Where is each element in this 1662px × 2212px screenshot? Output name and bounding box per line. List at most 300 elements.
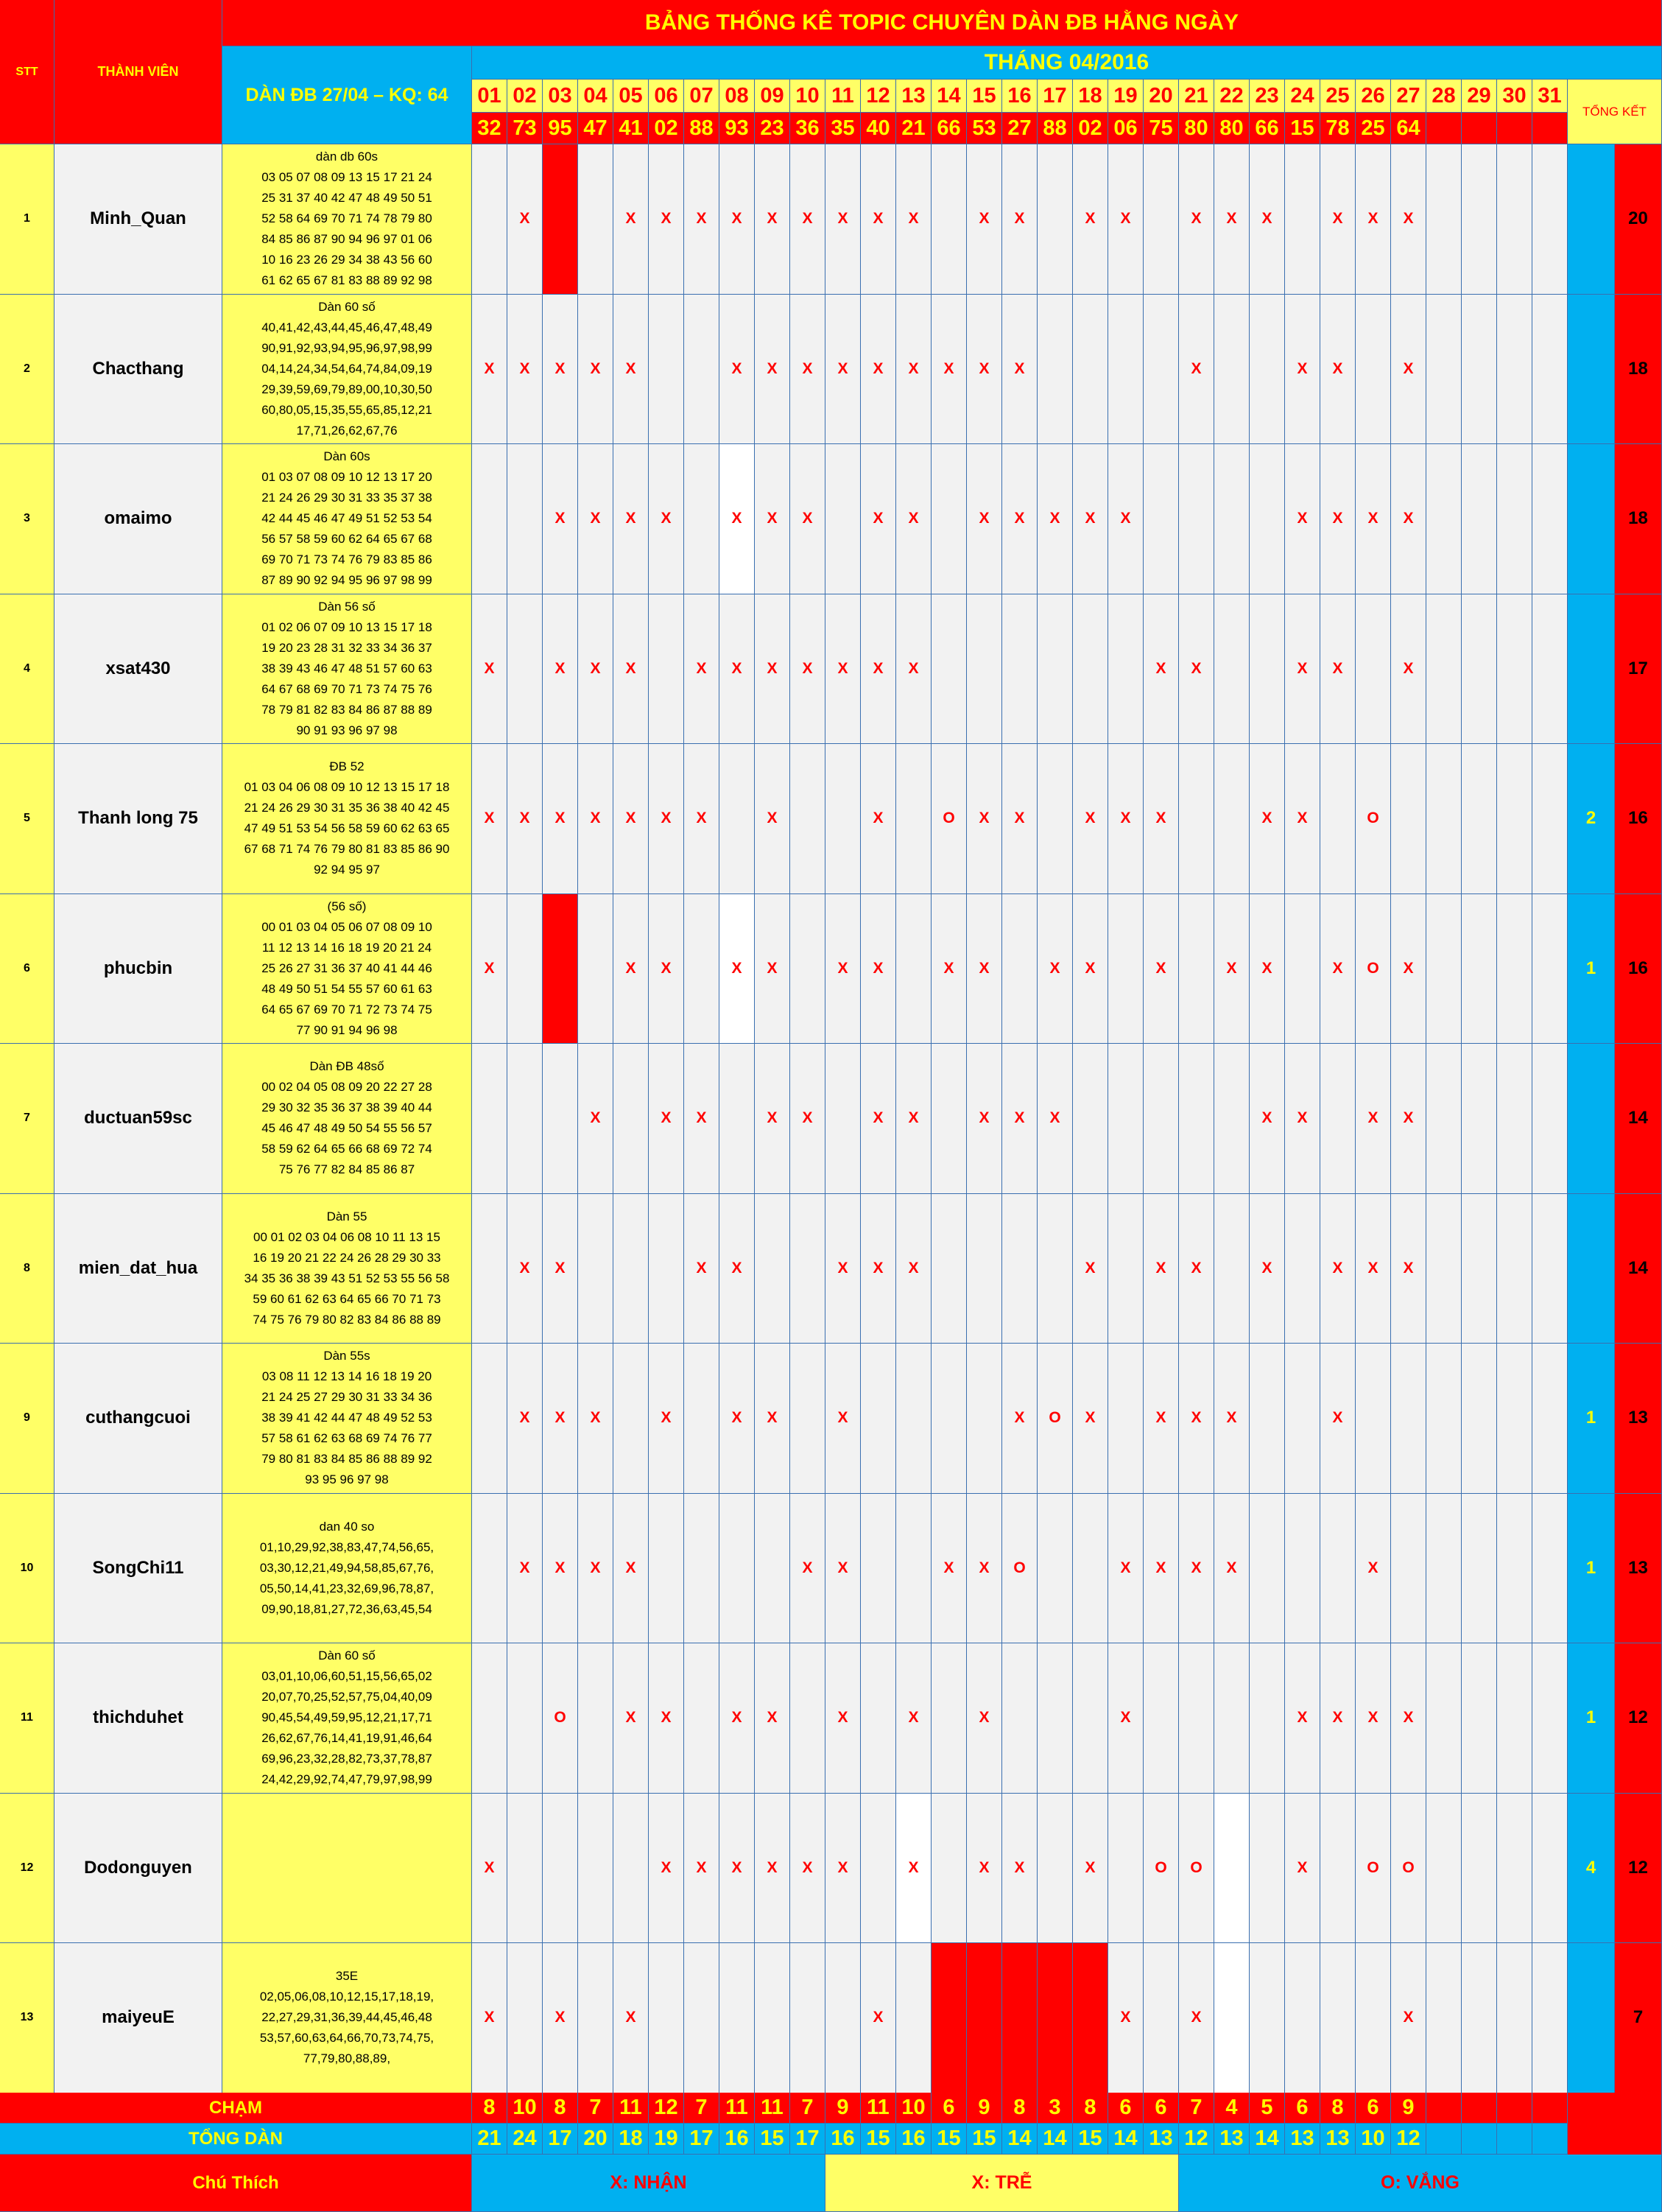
day-mark: X [472,1943,507,2093]
day-mark [967,594,1002,745]
tongdan-value: 16 [896,2124,932,2155]
day-mark: X [932,295,967,445]
day-number: 14 [932,80,967,113]
day-number: 27 [1391,80,1426,113]
day-mark [1285,1943,1320,2093]
day-mark: X [1179,1344,1214,1494]
day-mark: X [1073,1344,1108,1494]
day-number: 05 [613,80,649,113]
dan-line: Dàn 55 [326,1209,367,1223]
day-mark [1462,144,1497,295]
result-number: 88 [1038,113,1073,144]
day-mark [719,1494,755,1644]
day-mark: X [1285,1794,1320,1944]
result-number [1532,113,1568,144]
result-number: 02 [1073,113,1108,144]
day-mark: X [684,144,719,295]
day-mark [543,1044,578,1194]
tongdan-value: 15 [932,2124,967,2155]
day-mark [1250,1344,1285,1494]
dan-line: 90,91,92,93,94,95,96,97,98,99 [261,340,432,355]
dan-line: 34 35 36 38 39 43 51 52 53 55 56 58 [244,1271,450,1285]
day-mark [1038,295,1073,445]
day-mark [1108,894,1144,1044]
day-mark [1002,1194,1038,1344]
day-mark [684,295,719,445]
member-name: omaimo [54,444,222,594]
cham-value: 11 [719,2093,755,2124]
result-number: 78 [1320,113,1356,144]
row-stt: 3 [0,444,54,594]
day-mark: X [1250,144,1285,295]
cham-value: 11 [861,2093,896,2124]
tongdan-value [1462,2124,1497,2155]
day-mark [1462,594,1497,745]
day-mark: X [1002,295,1038,445]
day-mark: X [1356,1643,1391,1794]
day-number: 24 [1285,80,1320,113]
day-mark: X [1285,744,1320,894]
day-mark [1462,444,1497,594]
result-number: 32 [472,113,507,144]
day-mark: X [1356,1044,1391,1194]
day-mark: X [1002,1794,1038,1944]
day-mark [1073,594,1108,745]
day-mark: X [719,894,755,1044]
day-mark [1497,744,1532,894]
day-mark [472,1194,507,1344]
day-mark: X [543,744,578,894]
day-mark [1532,295,1568,445]
row-stt: 12 [0,1794,54,1944]
day-mark: X [1179,1194,1214,1344]
day-mark [1285,1194,1320,1344]
day-mark: O [543,1643,578,1794]
day-mark [1250,1643,1285,1794]
day-number: 15 [967,80,1002,113]
dan-line: dàn db 60s [315,150,378,164]
day-mark: X [543,594,578,745]
dan-line: 25 31 37 40 42 47 48 49 50 51 [261,191,432,206]
day-mark [1002,594,1038,745]
day-mark [1532,894,1568,1044]
day-mark: X [543,295,578,445]
day-mark: X [755,144,790,295]
tongdan-value: 14 [1038,2124,1073,2155]
day-mark: X [543,1943,578,2093]
day-mark [1108,594,1144,745]
row-total: 18 [1615,295,1662,445]
cham-value: 6 [1356,2093,1391,2124]
day-mark [1002,1943,1038,2093]
row-stt: 13 [0,1943,54,2093]
dan-line: 01 03 04 06 08 09 10 12 13 15 17 18 [244,780,450,795]
miss-count [1568,295,1615,445]
day-mark: X [543,1344,578,1494]
tongdan-label: TỔNG DÀN [0,2124,472,2155]
day-mark [472,1643,507,1794]
result-number [1426,113,1462,144]
day-mark [1426,1494,1462,1644]
day-mark [613,1044,649,1194]
result-number: 25 [1356,113,1391,144]
day-mark [1497,1044,1532,1194]
day-mark: X [1250,1194,1285,1344]
day-mark [1356,1344,1391,1494]
dan-line: 24,42,29,92,74,47,79,97,98,99 [261,1772,432,1787]
day-mark: X [1073,444,1108,594]
day-mark: X [1144,1194,1179,1344]
day-mark [932,1794,967,1944]
dan-line: 17,71,26,62,67,76 [296,423,398,438]
day-mark [861,1643,896,1794]
day-mark [1391,744,1426,894]
row-stt: 6 [0,894,54,1044]
day-number: 30 [1497,80,1532,113]
day-mark [1214,444,1250,594]
day-mark: X [507,744,543,894]
day-mark: X [1391,295,1426,445]
day-mark [684,1643,719,1794]
day-mark [1073,1494,1108,1644]
dan-line: 69,96,23,32,28,82,73,37,78,87 [261,1752,432,1766]
day-mark: X [719,295,755,445]
day-number: 08 [719,80,755,113]
day-mark [1038,1943,1073,2093]
tongdan-value: 21 [472,2124,507,2155]
day-mark: X [649,144,684,295]
dan-header: DÀN ĐB 27/04 – KQ: 64 [222,46,472,144]
day-mark: X [755,1044,790,1194]
day-mark [896,1943,932,2093]
day-mark: X [719,1344,755,1494]
day-mark [825,444,861,594]
dan-line: 38 39 41 42 44 47 48 49 52 53 [261,1411,432,1425]
dan-line: 10 16 23 26 29 34 38 43 56 60 [261,253,432,267]
day-mark: X [861,295,896,445]
row-stt: 10 [0,1494,54,1644]
day-mark: X [1179,295,1214,445]
tongdan-value: 16 [719,2124,755,2155]
member-name: Dodonguyen [54,1794,222,1944]
day-mark: X [861,744,896,894]
day-mark [790,1943,825,2093]
day-mark: X [1038,894,1073,1044]
day-mark: X [578,444,613,594]
dan-line: 21 24 25 27 29 30 31 33 34 36 [261,1390,432,1405]
day-mark [1426,744,1462,894]
day-mark: X [1179,1494,1214,1644]
dan-line: 00 02 04 05 08 09 20 22 27 28 [261,1080,432,1095]
day-mark: X [1391,1943,1426,2093]
day-mark [1532,444,1568,594]
day-mark: X [1214,894,1250,1044]
dan-line: 84 85 86 87 90 94 96 97 01 06 [261,232,432,247]
day-mark [1038,144,1073,295]
member-name: xsat430 [54,594,222,745]
result-number [1462,113,1497,144]
day-mark: X [472,594,507,745]
cham-value: 9 [825,2093,861,2124]
cham-value [1497,2093,1532,2124]
day-mark [967,1194,1002,1344]
day-mark: X [896,1643,932,1794]
day-mark: X [932,1494,967,1644]
day-mark [1532,1494,1568,1644]
miss-count [1568,444,1615,594]
day-mark [1426,144,1462,295]
result-number: 95 [543,113,578,144]
day-number: 07 [684,80,719,113]
row-total: 12 [1615,1794,1662,1944]
cham-value: 4 [1214,2093,1250,2124]
day-mark [932,1344,967,1494]
dan-numbers [222,1494,472,1644]
day-mark [472,1344,507,1494]
day-mark [1250,1494,1285,1644]
day-mark [1002,1643,1038,1794]
member-name: cuthangcuoi [54,1344,222,1494]
day-mark: X [790,1794,825,1944]
day-mark: X [825,594,861,745]
result-number: 93 [719,113,755,144]
day-mark [1497,1344,1532,1494]
day-mark [1462,1044,1497,1194]
dan-line: Dàn 60s [323,449,370,464]
dan-line: 59 60 61 62 63 64 65 66 70 71 73 [253,1291,441,1306]
row-total: 13 [1615,1344,1662,1494]
day-mark: X [1214,144,1250,295]
day-mark [790,1344,825,1494]
day-mark: X [1320,1344,1356,1494]
dan-numbers [222,744,472,894]
day-mark [1532,144,1568,295]
day-number: 10 [790,80,825,113]
result-number: 02 [649,113,684,144]
day-mark: X [649,744,684,894]
day-mark [932,1943,967,2093]
day-mark [1073,295,1108,445]
day-mark [649,594,684,745]
day-number: 18 [1073,80,1108,113]
day-number: 16 [1002,80,1038,113]
day-mark [578,1943,613,2093]
day-mark: X [613,594,649,745]
tongdan-value: 19 [649,2124,684,2155]
day-mark [1320,1943,1356,2093]
day-mark [578,894,613,1044]
result-number: 80 [1179,113,1214,144]
member-name: mien_dat_hua [54,1194,222,1344]
day-mark: X [1320,1194,1356,1344]
day-number: 02 [507,80,543,113]
row-stt: 4 [0,594,54,745]
day-mark: X [684,1194,719,1344]
day-mark [1214,1794,1250,1944]
miss-count [1568,1044,1615,1194]
day-mark [932,1044,967,1194]
day-mark [1426,1344,1462,1494]
tongdan-value [1497,2124,1532,2155]
day-mark: X [719,594,755,745]
cham-value: 7 [684,2093,719,2124]
day-mark: X [507,1194,543,1344]
day-mark [684,894,719,1044]
day-mark: X [1002,744,1038,894]
day-mark: X [1038,444,1073,594]
day-mark: X [790,1044,825,1194]
tongdan-value [1426,2124,1462,2155]
day-mark: X [719,1194,755,1344]
day-mark [1497,1194,1532,1344]
tongdan-value: 17 [543,2124,578,2155]
day-mark [1426,1044,1462,1194]
member-name: Minh_Quan [54,144,222,295]
day-mark [1320,1494,1356,1644]
row-total: 14 [1615,1194,1662,1344]
tongdan-value: 14 [1002,2124,1038,2155]
day-mark [649,1494,684,1644]
day-mark: X [790,444,825,594]
day-mark: X [1073,1194,1108,1344]
day-mark [1073,1943,1108,2093]
day-mark [1285,144,1320,295]
result-number: 66 [1250,113,1285,144]
cham-value: 12 [649,2093,684,2124]
day-mark: X [1356,144,1391,295]
miss-count [1568,1943,1615,2093]
tongdan-value: 15 [755,2124,790,2155]
tongdan-value: 13 [1320,2124,1356,2155]
day-mark [1497,594,1532,745]
day-mark [1038,1494,1073,1644]
day-mark: X [967,295,1002,445]
dan-line: 38 39 43 46 47 48 51 57 60 63 [261,661,432,675]
day-mark [896,894,932,1044]
day-mark [684,444,719,594]
dan-line: 69 70 71 73 74 76 79 83 85 86 [261,552,432,567]
miss-count [1568,144,1615,295]
day-mark: X [1391,594,1426,745]
row-total: 14 [1615,1044,1662,1194]
miss-count [1568,1194,1615,1344]
dan-line: 22,27,29,31,36,39,44,45,46,48 [261,2010,432,2025]
day-mark [1532,594,1568,745]
dan-line: 45 46 47 48 49 50 54 55 56 57 [261,1121,432,1136]
day-mark: X [684,1044,719,1194]
day-mark: X [861,1194,896,1344]
day-mark [543,1794,578,1944]
row-stt: 1 [0,144,54,295]
cham-value: 9 [1391,2093,1426,2124]
tongdan-value: 24 [507,2124,543,2155]
tongdan-value: 17 [684,2124,719,2155]
day-mark [613,1194,649,1344]
dan-line: 47 49 51 53 54 56 58 59 60 62 63 65 [244,821,450,836]
dan-line: 00 01 03 04 05 06 07 08 09 10 [261,919,432,934]
day-mark [1038,594,1073,745]
day-mark [755,1194,790,1344]
day-mark [1002,894,1038,1044]
cham-value: 7 [578,2093,613,2124]
total-header: TỔNG KẾT [1568,80,1662,144]
day-mark: X [790,1494,825,1644]
day-mark: O [1002,1494,1038,1644]
day-mark: X [1179,144,1214,295]
day-mark [1214,295,1250,445]
day-mark [932,1643,967,1794]
dan-line: 35E [335,1969,359,1984]
dan-line: 21 24 26 29 30 31 33 35 37 38 [261,491,432,505]
dan-line: 52 58 64 69 70 71 74 78 79 80 [261,211,432,226]
day-mark [1426,295,1462,445]
result-number: 27 [1002,113,1038,144]
day-mark: X [896,1194,932,1344]
day-mark [1144,1044,1179,1194]
day-mark: X [613,1494,649,1644]
day-mark: X [613,894,649,1044]
dan-line: 09,90,18,81,27,72,36,63,45,54 [261,1601,432,1616]
day-mark: X [755,1794,790,1944]
result-number: 23 [755,113,790,144]
day-mark: X [507,295,543,445]
day-mark [1356,1943,1391,2093]
day-mark [1391,1494,1426,1644]
result-number: 47 [578,113,613,144]
day-number: 25 [1320,80,1356,113]
day-number: 17 [1038,80,1073,113]
row-stt: 11 [0,1643,54,1794]
day-mark [649,295,684,445]
cham-value: 9 [967,2093,1002,2124]
day-mark: X [649,1044,684,1194]
day-mark [1179,1044,1214,1194]
member-name: phucbin [54,894,222,1044]
dan-line: 74 75 76 79 80 82 83 84 86 88 89 [253,1312,441,1327]
day-mark [1462,295,1497,445]
day-mark: X [1073,1794,1108,1944]
day-mark: X [967,1794,1002,1944]
day-mark [1108,1194,1144,1344]
day-mark: X [578,1044,613,1194]
day-mark [1038,1643,1073,1794]
day-mark [1250,1943,1285,2093]
dan-line: 25 26 27 31 36 37 40 41 44 46 [261,961,432,975]
day-mark: X [1002,444,1038,594]
miss-count: 1 [1568,894,1615,1044]
day-mark [1285,1344,1320,1494]
day-mark: X [578,1344,613,1494]
day-mark [613,1794,649,1944]
day-mark: X [1250,1044,1285,1194]
day-mark: X [1144,1494,1179,1644]
day-mark [1497,1943,1532,2093]
dan-numbers [222,1794,472,1944]
day-mark: X [755,744,790,894]
day-mark [1462,1794,1497,1944]
member-name: SongChi11 [54,1494,222,1644]
day-mark: X [472,894,507,1044]
day-mark [649,1194,684,1344]
result-number: 64 [1391,113,1426,144]
day-mark [1250,295,1285,445]
day-mark [896,1494,932,1644]
dan-line: 02,05,06,08,10,12,15,17,18,19, [259,1990,434,2004]
day-mark [1108,1344,1144,1494]
day-mark [790,1643,825,1794]
dan-line: dan 40 so [319,1519,375,1534]
cham-value [1426,2093,1462,2124]
